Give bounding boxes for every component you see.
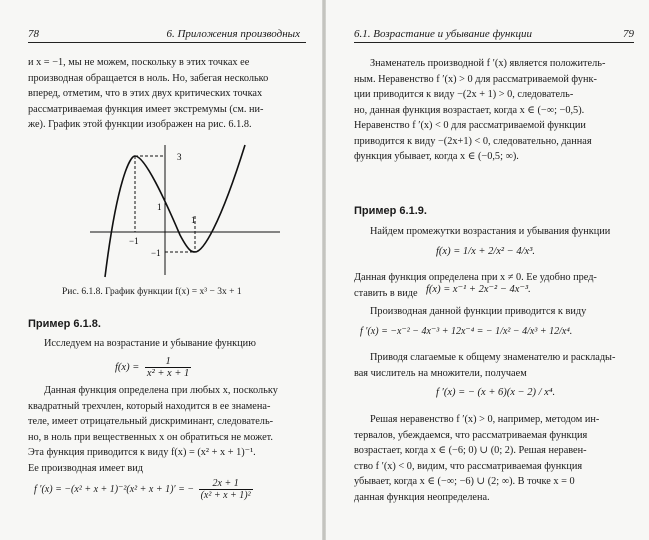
text-line: производная обращается в ноль. Но, забегая несколько bbox=[28, 72, 269, 84]
paragraph-derivative bbox=[354, 304, 634, 320]
curve-cubic bbox=[105, 145, 245, 277]
tick-label-y1: 1 bbox=[157, 202, 162, 212]
text-line: приводится к виду −(2x+1) < 0, следовательно, данная bbox=[354, 135, 592, 147]
text-line: Данная функция определена при x ≠ 0. Ее удобно пред- bbox=[354, 272, 597, 283]
text-line: Приводя слагаемые к общему знаменателю и расклады- bbox=[370, 352, 616, 363]
fraction-denominator: x² + x + 1 bbox=[146, 368, 190, 379]
text-line: вая числитель на множители, получаем bbox=[354, 367, 527, 379]
text-line: ство f ′(x) < 0, видим, что рассматриваемая функция bbox=[354, 460, 583, 472]
formula-f: f(x) = 1/x + 2/x² − 4/x³. bbox=[436, 246, 535, 257]
text-line: возрастает, когда x ∈ (−6; 0) ∪ (0; 2). Решая неравен- bbox=[354, 445, 587, 456]
formula-derivative: f ′(x) = −x⁻² − 4x⁻³ + 12x⁻⁴ = − 1/x² − 4/x³ + 12/x⁴. bbox=[360, 326, 573, 337]
text-line: но, в ноль при вещественных x он обратиться не может. bbox=[28, 431, 273, 443]
text-line: Данная функция определена при любых x, поскольку bbox=[44, 385, 278, 396]
paragraph-factor bbox=[354, 350, 634, 381]
text-line: но, данная функция возрастает, когда x ∈ (−∞; −0,5). bbox=[354, 104, 585, 116]
text-line: квадратный трехчлен, который находится в ее знамена- bbox=[28, 400, 271, 412]
paragraph-conclusion bbox=[354, 56, 634, 165]
page-number: 78 bbox=[28, 28, 39, 40]
text-line: Неравенство f ′(x) < 0 для рассматриваемой функции bbox=[354, 120, 586, 131]
text-line: теле, имеет отрицательный дискриминант, следователь- bbox=[28, 416, 274, 427]
formula-lhs: f ′(x) = −(x² + x + 1)⁻²(x² + x + 1)′ = − bbox=[34, 484, 195, 495]
right-page bbox=[326, 0, 649, 540]
tick-label-y3: 3 bbox=[177, 152, 182, 162]
text-line: функция убывает, когда x ∈ (−0,5; ∞). bbox=[354, 151, 519, 162]
text-line: Эта функция приводится к виду f(x) = (x² + x + 1)⁻¹. bbox=[28, 447, 256, 458]
left-page bbox=[0, 0, 322, 540]
right-page-header bbox=[354, 28, 634, 43]
formula-f-powers: f(x) = x⁻¹ + 2x⁻² − 4x⁻³. bbox=[426, 284, 531, 295]
fraction-denominator: (x² + x + 1)² bbox=[200, 490, 251, 501]
figure-caption: Рис. 6.1.8. График функции f(x) = x³ − 3x + 1 bbox=[62, 287, 242, 297]
formula-f bbox=[115, 356, 191, 379]
running-title: 6.1. Возрастание и убывание функции bbox=[354, 28, 532, 40]
text-line: Знаменатель производной f ′(x) является положитель- bbox=[370, 58, 606, 69]
fraction-numerator: 1 bbox=[145, 356, 191, 368]
text-line: и x = −1, мы не можем, поскольку в этих точках ее bbox=[28, 57, 250, 68]
page-number: 79 bbox=[623, 28, 634, 40]
left-page-header bbox=[28, 28, 306, 43]
text-line: тервалов, убеждаемся, что рассматриваемая функция bbox=[354, 429, 588, 441]
tick-label-xm1: −1 bbox=[129, 236, 139, 246]
fraction-numerator: 2x + 1 bbox=[199, 478, 253, 490]
example-heading: Пример 6.1.8. bbox=[28, 318, 101, 330]
formula-factored: f ′(x) = − (x + 6)(x − 2) / x⁴. bbox=[436, 387, 556, 398]
paragraph-intro bbox=[28, 55, 306, 133]
text-line: Найдем промежутки возрастания и убывания функции bbox=[370, 226, 611, 237]
text-line: ставить в виде bbox=[354, 287, 418, 299]
text-line: Производная данной функции приводится к виду bbox=[370, 306, 587, 317]
example-heading: Пример 6.1.9. bbox=[354, 205, 427, 217]
tick-label-ym1: −1 bbox=[151, 248, 161, 258]
example-intro bbox=[28, 336, 306, 352]
text-line: Решая неравенство f ′(x) > 0, например, методом ин- bbox=[370, 414, 600, 425]
tick-label-x1: 1 bbox=[191, 215, 196, 225]
text-line: вперед, отметим, что в этих двух критических точках bbox=[28, 88, 263, 99]
function-graph bbox=[85, 140, 285, 280]
text-line: же). График этой функции изображен на рис. 6.1.8. bbox=[28, 119, 252, 130]
paragraph-intervals bbox=[354, 412, 634, 505]
example-intro bbox=[354, 224, 634, 240]
text-line: ным. Неравенство f ′(x) > 0 для рассматриваемой функ- bbox=[354, 73, 597, 85]
formula-lhs: f(x) = bbox=[115, 362, 140, 373]
formula-derivative bbox=[34, 478, 253, 501]
text-line: Ее производная имеет вид bbox=[28, 462, 143, 474]
running-title: 6. Приложения производных bbox=[166, 28, 300, 40]
text-line: убывает, когда x ∈ (−∞; −6) ∪ (2; ∞). В точке x = 0 bbox=[354, 476, 575, 487]
text-line: Исследуем на возрастание и убывание функцию bbox=[44, 338, 256, 349]
text-line: данная функция неопределена. bbox=[354, 491, 490, 503]
text-line: рассматриваемая функция имеет экстремумы (см. ни- bbox=[28, 103, 264, 115]
text-line: ции приводится к виду −(2x + 1) > 0, следователь- bbox=[354, 89, 574, 100]
paragraph-domain bbox=[28, 383, 306, 476]
